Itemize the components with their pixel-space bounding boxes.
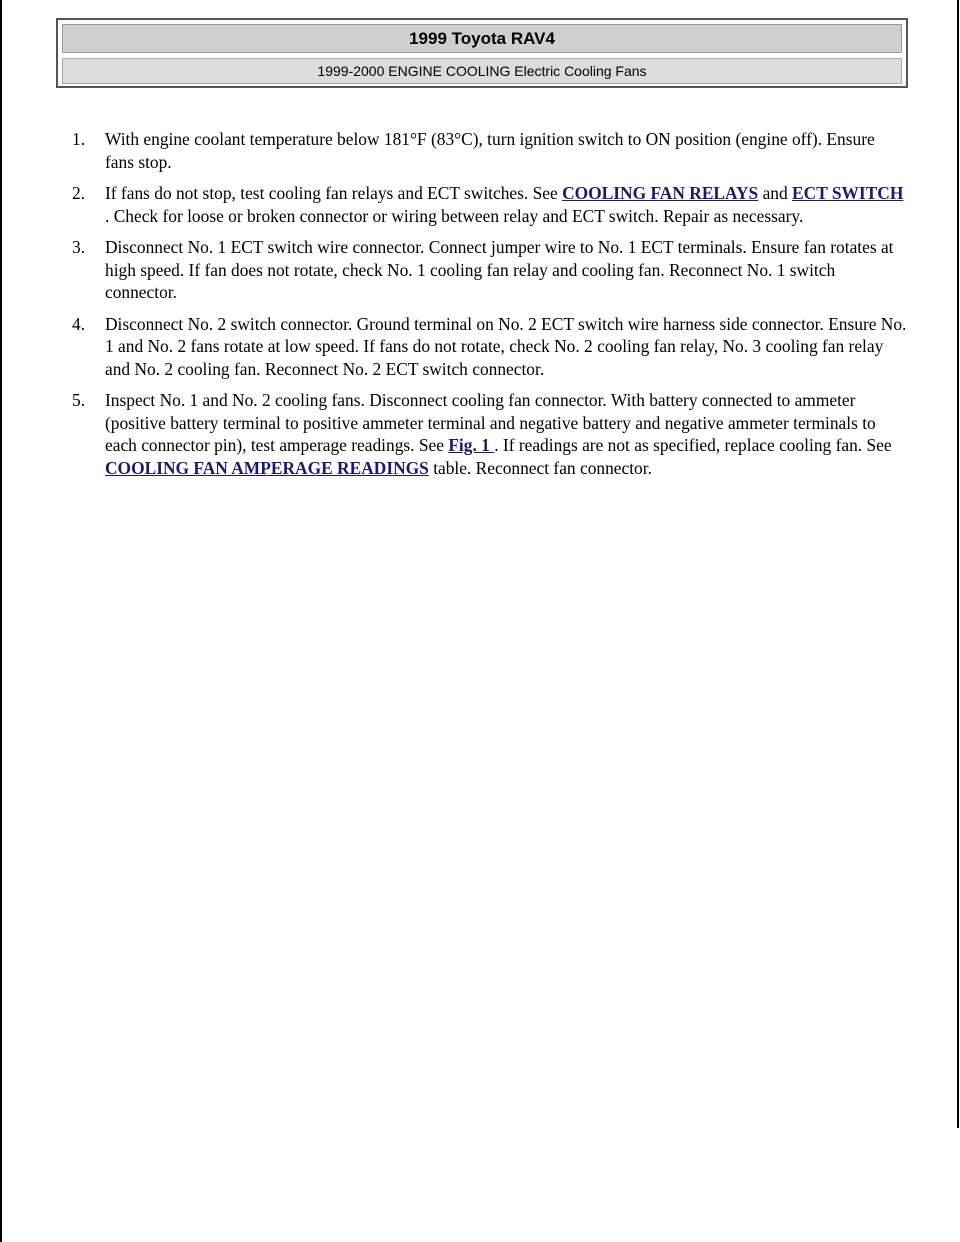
step-text: . Check for loose or broken connector or wiring between relay and ECT switch. Repair as necessary.	[105, 205, 804, 226]
cooling-fan-amperage-readings-link[interactable]: COOLING FAN AMPERAGE READINGS	[105, 457, 429, 478]
section-subtitle: 1999-2000 ENGINE COOLING Electric Cooling Fans	[62, 58, 902, 84]
cooling-fan-relays-link[interactable]: COOLING FAN RELAYS	[562, 183, 759, 203]
step-text: . If readings are not as specified, replace cooling fan. See	[494, 435, 892, 455]
step-number: 5.	[72, 390, 86, 410]
document-header	[56, 18, 908, 88]
step-2	[72, 182, 908, 227]
step-5	[72, 389, 908, 479]
page-left-border	[0, 0, 2, 1242]
step-3	[72, 236, 908, 304]
step-number: 3.	[72, 237, 86, 257]
step-text: Disconnect No. 1 ECT switch wire connector. Connect jumper wire to No. 1 ECT terminals. Ensure fan rotates at high speed. If fan does not rotate, check No. 1 cooling fan relay and cooling fan. Reconnect No. 1 switch connector.	[105, 237, 894, 302]
step-text: Inspect No. 1 and No. 2 cooling fans. Disconnect cooling fan connector. With battery connected to ammeter (positive battery terminal to positive ammeter terminal and negative battery and negative ammeter terminals to each connector pin), test amperage readings. See	[105, 390, 876, 455]
step-text: and	[758, 183, 793, 203]
step-text: table. Reconnect fan connector.	[428, 457, 652, 478]
step-text: With engine coolant temperature below 181°F (83°C), turn ignition switch to ON position (engine off). Ensure fans stop.	[105, 129, 875, 172]
step-number: 4.	[72, 313, 86, 334]
step-4	[72, 313, 908, 381]
page-right-border	[957, 0, 959, 1128]
step-text: Disconnect No. 2 switch connector. Ground terminal on No. 2 ECT switch wire harness side connector. Ensure No. 1 and No. 2 fans rotate at low speed. If fans do not rotate, check No. 2 cooling fan relay, No. 3 cooling fan relay and No. 2 cooling fan. Reconnect No. 2 ECT switch connector.	[105, 313, 907, 379]
fig-1-link[interactable]: Fig. 1	[448, 435, 495, 455]
procedure-steps	[72, 128, 908, 488]
step-text: If fans do not stop, test cooling fan relays and ECT switches. See	[105, 183, 563, 203]
step-number: 1.	[72, 129, 86, 149]
ect-switch-link[interactable]: ECT SWITCH	[792, 183, 904, 203]
step-number: 2.	[72, 183, 86, 203]
vehicle-title: 1999 Toyota RAV4	[62, 24, 902, 53]
step-1	[72, 128, 908, 173]
